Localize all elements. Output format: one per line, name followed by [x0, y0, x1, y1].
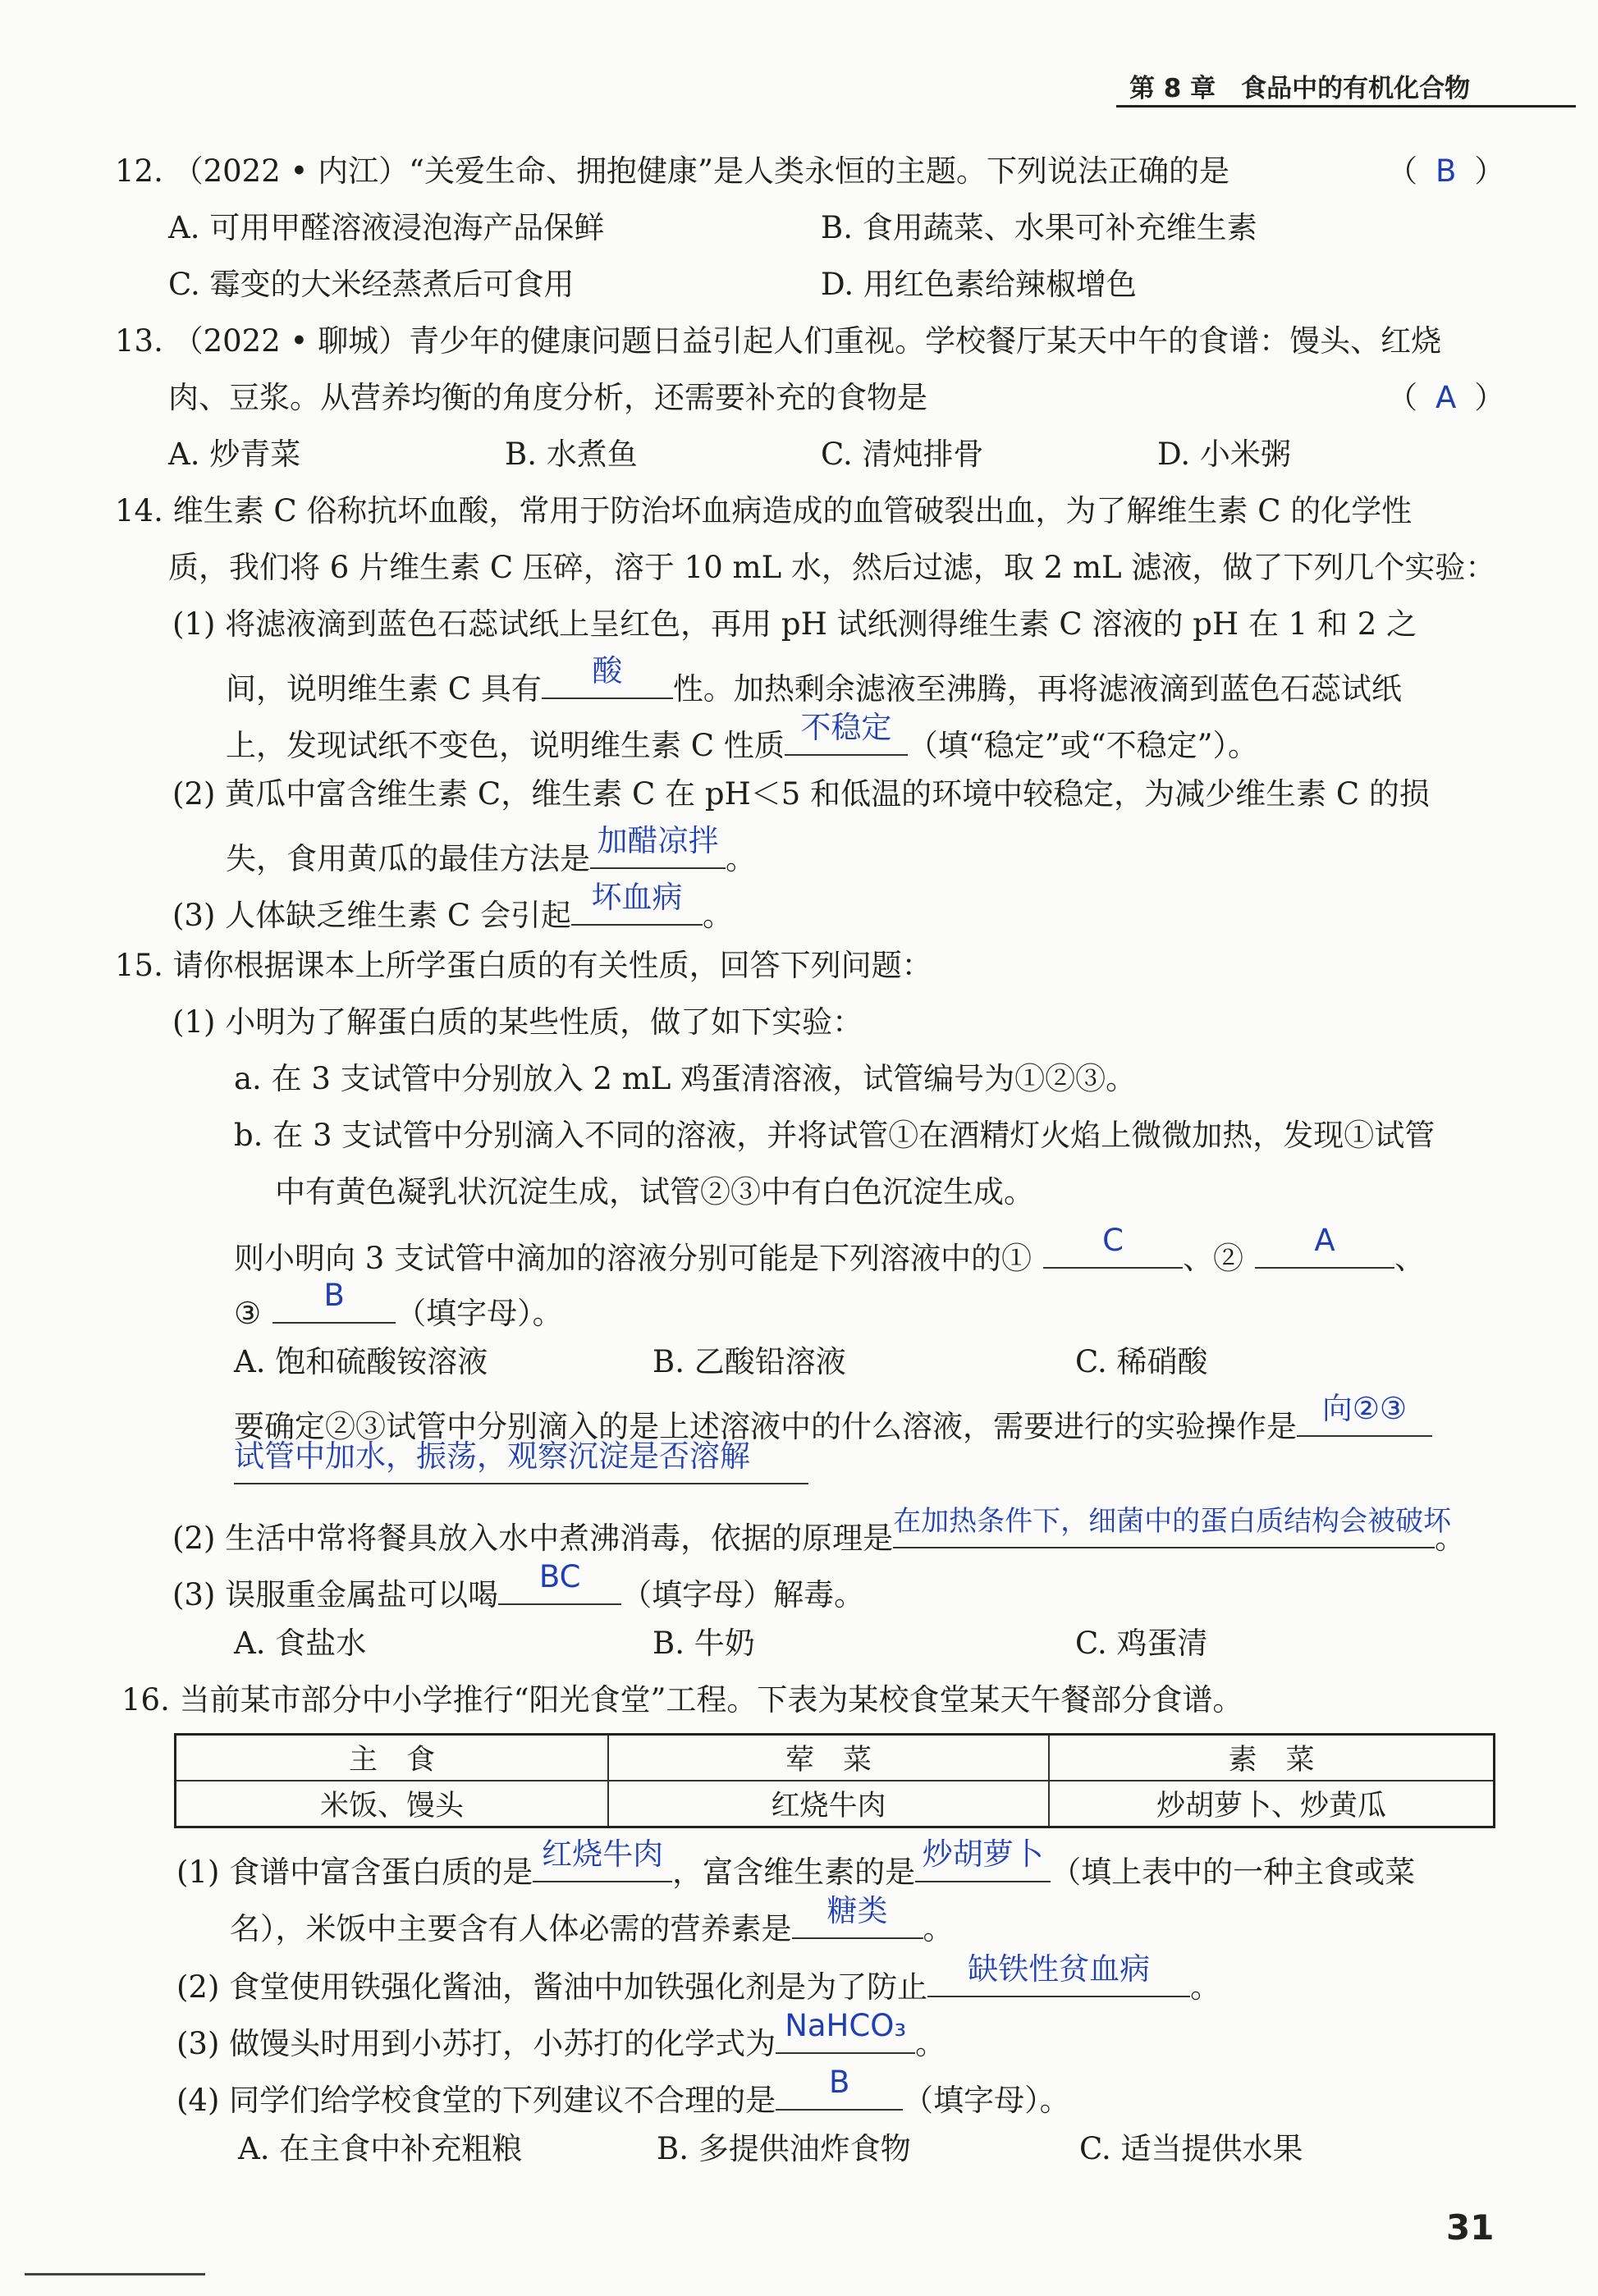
q15-answer3: B [323, 1277, 345, 1313]
q15-confirm-line1 [234, 1390, 1432, 1444]
q14-part2-line2 [226, 822, 756, 876]
q13-option-c: C. 清炖排骨 [821, 437, 984, 472]
q16-part4-answer: B [828, 2064, 850, 2100]
q16-part3 [176, 2007, 946, 2061]
q15-option-a: A. 饱和硫酸铵溶液 [234, 1344, 488, 1379]
q13-option-d: D. 小米粥 [1157, 437, 1291, 472]
q15-fill-text: 则小明向 3 支试管中滴加的溶液分别可能是下列溶液中的① [234, 1240, 1033, 1276]
q13-answer: A [1435, 380, 1457, 415]
q16-part4-blank [776, 2064, 903, 2111]
q15-fill-line2 [234, 1277, 563, 1331]
q12-option-c: C. 霉变的大米经蒸煮后可食用 [168, 267, 575, 302]
q14-part1-answer1: 酸 [592, 652, 623, 688]
q15-sep3: 、 [1394, 1240, 1426, 1276]
q15-part3-blank [498, 1558, 621, 1605]
q13-stem-line2: 肉、豆浆。从营养均衡的角度分析，还需要补充的食物是 [168, 380, 927, 415]
q14-part1-text-d: （填“稳定”或“不稳定”）。 [907, 727, 1259, 763]
menu-header-staple: 主 食 [176, 1735, 609, 1781]
menu-table-row [176, 1781, 1495, 1827]
q15-step-b-line2: 中有黄色凝乳状沉淀生成，试管②③中有白色沉淀生成。 [275, 1174, 1034, 1210]
q16-part1-blank2 [915, 1836, 1051, 1882]
q12-answer: B [1435, 153, 1457, 189]
q15-confirm-line2 [234, 1438, 808, 1489]
q14-part3-text-b: 。 [703, 897, 734, 933]
q16-part1-answer2: 炒胡萝卜 [922, 1836, 1044, 1872]
q15-answer1: C [1102, 1222, 1124, 1258]
q15-fill-hint: （填字母）。 [396, 1295, 563, 1331]
menu-header-meat: 荤 菜 [608, 1735, 1049, 1781]
q15-option-c: C. 稀硝酸 [1075, 1344, 1208, 1379]
q16-part1-line1 [176, 1836, 1416, 1890]
q14-part3 [172, 879, 734, 933]
q13-option-a: A. 炒青菜 [168, 437, 301, 472]
q15-part3-end: （填字母）解毒。 [621, 1576, 865, 1612]
page-number: 31 [1446, 2207, 1495, 2248]
q15-option-b: B. 乙酸铅溶液 [652, 1344, 846, 1379]
q14-part1-text-c: 上，发现试纸不变色，说明维生素 C 性质 [226, 727, 785, 763]
q16-part2-text: (2) 食堂使用铁强化酱油，酱油中加铁强化剂是为了防止 [176, 1969, 928, 2005]
q15-part3-option-c: C. 鸡蛋清 [1075, 1626, 1208, 1661]
q16-part3-text: (3) 做馒头时用到小苏打，小苏打的化学式为 [176, 2025, 776, 2061]
q15-answer2: A [1314, 1222, 1335, 1258]
q15-confirm-answer1: 向②③ [1321, 1390, 1408, 1426]
q12-option-b: B. 食用蔬菜、水果可补充维生素 [821, 210, 1257, 245]
q16-stem: 16. 当前某市部分中小学推行“阳光食堂”工程。下表为某校食堂某天午餐部分食谱。 [121, 1682, 1243, 1717]
q15-circle3: ③ [234, 1295, 262, 1331]
q16-part4 [176, 2064, 1070, 2118]
q15-confirm-blank2 [234, 1438, 808, 1484]
q15-part3-option-b: B. 牛奶 [652, 1626, 755, 1661]
q15-sep2: 、② [1183, 1240, 1244, 1276]
q15-stem: 15. 请你根据课本上所学蛋白质的有关性质，回答下列问题： [115, 948, 932, 983]
q15-blank3 [272, 1277, 396, 1324]
q14-stem-line2: 质，我们将 6 片维生素 C 压碎，溶于 10 mL 水，然后过滤，取 2 mL 滤液，做了下列几个实验： [168, 550, 1496, 585]
q14-part1-line2 [226, 652, 1402, 707]
q14-part2-answer: 加醋凉拌 [597, 822, 719, 858]
q15-blank1 [1043, 1222, 1183, 1269]
q14-stem-line1: 14. 维生素 C 俗称抗坏血酸，常用于防治坏血病造成的血管破裂出血，为了解维生素 C 的化学性 [115, 493, 1413, 528]
q15-part2-text: (2) 生活中常将餐具放入水中煮沸消毒，依据的原理是 [172, 1520, 894, 1556]
menu-cell-vegetable: 炒胡萝卜、炒黄瓜 [1049, 1781, 1495, 1827]
q12-stem: 12. （2022 • 内江）“关爱生命、拥抱健康”是人类永恒的主题。下列说法正确的是 [115, 153, 1229, 189]
q14-part3-text-a: (3) 人体缺乏维生素 C 会引起 [172, 897, 572, 933]
q15-part2-end: 。 [1435, 1520, 1466, 1556]
q16-part2 [176, 1951, 1221, 2005]
menu-table [174, 1733, 1495, 1828]
q16-part3-blank [776, 2007, 915, 2054]
q15-part3-text: (3) 误服重金属盐可以喝 [172, 1576, 499, 1612]
q15-blank2 [1255, 1222, 1394, 1269]
q16-part3-answer: NaHCO₃ [785, 2007, 907, 2043]
q16-option-a: A. 在主食中补充粗粮 [238, 2131, 523, 2166]
q15-part2-answer: 在加热条件下，细菌中的蛋白质结构会被破坏 [893, 1504, 1452, 1538]
q16-part4-text: (4) 同学们给学校食堂的下列建议不合理的是 [176, 2082, 776, 2118]
q15-part1-intro: (1) 小明为了解蛋白质的某些性质，做了如下实验： [172, 1004, 863, 1040]
q14-part1-line3 [226, 709, 1259, 763]
q14-part2-text-a: 失，食用黄瓜的最佳方法是 [226, 840, 590, 876]
q14-part1-answer2: 不稳定 [800, 709, 892, 745]
q16-part1-blank3 [792, 1892, 923, 1939]
q15-fill-line1 [234, 1222, 1426, 1276]
q14-part2-line1: (2) 黄瓜中富含维生素 C，维生素 C 在 pH＜5 和低温的环境中较稳定，为减少维生素 C 的损 [172, 776, 1430, 812]
q15-part2-blank [893, 1504, 1452, 1548]
q15-part2 [172, 1504, 1466, 1556]
q14-part2-text-b: 。 [726, 840, 756, 876]
q14-part1-blank1 [542, 652, 673, 699]
q15-part3 [172, 1558, 865, 1612]
q16-part4-end: （填字母）。 [903, 2082, 1070, 2118]
q15-step-b-line1: b. 在 3 支试管中分别滴入不同的溶液，并将试管①在酒精灯火焰上微微加热，发现①试管 [234, 1118, 1435, 1153]
q12-option-a: A. 可用甲醛溶液浸泡海产品保鲜 [168, 210, 605, 245]
q15-confirm-text: 要确定②③试管中分别滴入的是上述溶液中的什么溶液，需要进行的实验操作是 [234, 1408, 1297, 1444]
q16-part1-answer3: 糖类 [826, 1892, 888, 1928]
q16-part2-end: 。 [1190, 1969, 1221, 2005]
q16-part1-text-e: 。 [923, 1910, 954, 1946]
q16-part2-answer: 缺铁性贫血病 [968, 1951, 1151, 1987]
q16-part1-text-a: (1) 食谱中富含蛋白质的是 [176, 1854, 533, 1890]
menu-table-header-row [176, 1735, 1495, 1781]
q16-part1-text-d: 名），米饭中主要含有人体必需的营养素是 [230, 1910, 792, 1946]
q16-option-b: B. 多提供油炸食物 [657, 2131, 911, 2166]
q16-option-c: C. 适当提供水果 [1079, 2131, 1303, 2166]
q14-part1-blank2 [785, 709, 908, 756]
q14-part3-blank [571, 879, 703, 926]
q15-confirm-blank1 [1297, 1390, 1432, 1437]
q14-part3-answer: 坏血病 [591, 879, 683, 915]
q16-part1-text-b: ，富含维生素的是 [672, 1854, 916, 1890]
q16-part1-text-c: （填上表中的一种主食或菜 [1051, 1854, 1416, 1890]
q15-part3-option-a: A. 食盐水 [234, 1626, 367, 1661]
q16-part1-line2 [230, 1892, 954, 1946]
menu-cell-meat: 红烧牛肉 [608, 1781, 1049, 1827]
menu-cell-staple: 米饭、馒头 [176, 1781, 609, 1827]
header-rule [1116, 105, 1576, 107]
chapter-header: 第 8 章 食品中的有机化合物 [1129, 74, 1471, 103]
q14-part1-text-a: 间，说明维生素 C 具有 [226, 670, 542, 707]
q14-part1-text-b: 性。加热剩余滤液至沸腾，再将滤液滴到蓝色石蕊试纸 [672, 670, 1402, 707]
q15-part3-answer: BC [538, 1558, 581, 1594]
q16-part1-answer1: 红烧牛肉 [542, 1836, 664, 1872]
q15-confirm-answer2: 试管中加水，振荡，观察沉淀是否溶解 [234, 1438, 750, 1474]
menu-header-vegetable: 素 菜 [1049, 1735, 1495, 1781]
q13-stem-line1: 13. （2022 • 聊城）青少年的健康问题日益引起人们重视。学校餐厅某天中午的食谱：馒头、红烧 [115, 323, 1442, 359]
q15-step-a: a. 在 3 支试管中分别放入 2 mL 鸡蛋清溶液，试管编号为①②③。 [234, 1061, 1137, 1096]
q12-option-d: D. 用红色素给辣椒增色 [821, 267, 1137, 302]
q13-option-b: B. 水煮鱼 [505, 437, 638, 472]
q16-part2-blank [927, 1951, 1190, 1997]
q16-part1-blank1 [533, 1836, 672, 1882]
q12-answer-bracket: （ B ） [1387, 153, 1505, 189]
q13-answer-bracket: （ A ） [1387, 380, 1505, 415]
footer-rule [25, 2273, 205, 2275]
q16-part3-end: 。 [915, 2025, 946, 2061]
q14-part2-blank [590, 822, 726, 869]
q14-part1-line1: (1) 将滤液滴到蓝色石蕊试纸上呈红色，再用 pH 试纸测得维生素 C 溶液的 pH 在 1 和 2 之 [172, 606, 1417, 642]
